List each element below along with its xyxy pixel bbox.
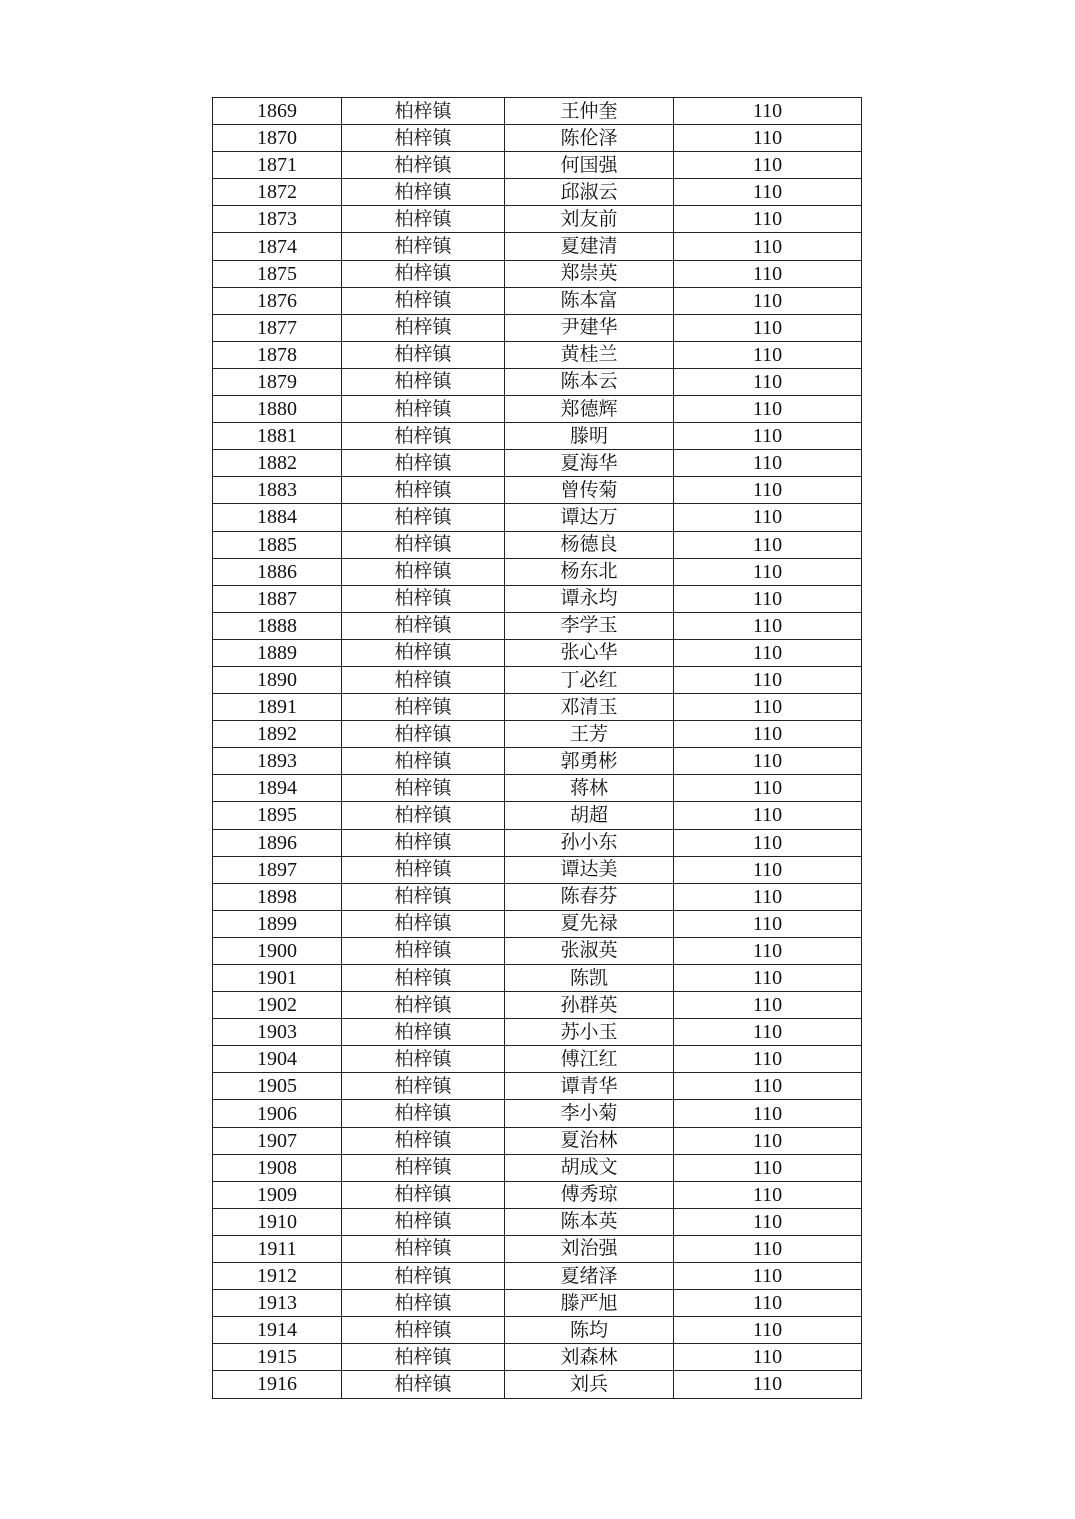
town-cell: 柏梓镇 [342,721,505,748]
table-row [213,748,862,775]
town-cell: 柏梓镇 [342,856,505,883]
person-name-cell: 郑德辉 [505,396,674,423]
table-row [213,1317,862,1344]
table-row [213,775,862,802]
table-row [213,98,862,125]
person-name-cell: 谭永均 [505,585,674,612]
amount-cell: 110 [674,1317,862,1344]
town-cell: 柏梓镇 [342,477,505,504]
town-cell: 柏梓镇 [342,125,505,152]
town-cell: 柏梓镇 [342,179,505,206]
serial-number-cell: 1913 [213,1290,342,1317]
town-cell: 柏梓镇 [342,341,505,368]
serial-number-cell: 1874 [213,233,342,260]
table-row [213,1371,862,1398]
amount-cell: 110 [674,1235,862,1262]
serial-number-cell: 1876 [213,287,342,314]
serial-number-cell: 1890 [213,666,342,693]
amount-cell: 110 [674,98,862,125]
amount-cell: 110 [674,694,862,721]
town-cell: 柏梓镇 [342,965,505,992]
serial-number-cell: 1899 [213,910,342,937]
table-row [213,423,862,450]
serial-number-cell: 1916 [213,1371,342,1398]
amount-cell: 110 [674,396,862,423]
table-row [213,1263,862,1290]
serial-number-cell: 1891 [213,694,342,721]
serial-number-cell: 1895 [213,802,342,829]
table-row [213,1344,862,1371]
person-name-cell: 陈凯 [505,965,674,992]
person-name-cell: 李小菊 [505,1100,674,1127]
town-cell: 柏梓镇 [342,423,505,450]
person-name-cell: 夏海华 [505,450,674,477]
amount-cell: 110 [674,965,862,992]
amount-cell: 110 [674,829,862,856]
town-cell: 柏梓镇 [342,666,505,693]
amount-cell: 110 [674,910,862,937]
table-row [213,829,862,856]
amount-cell: 110 [674,152,862,179]
person-name-cell: 胡成文 [505,1154,674,1181]
table-row [213,341,862,368]
person-name-cell: 傅秀琼 [505,1181,674,1208]
town-cell: 柏梓镇 [342,639,505,666]
town-cell: 柏梓镇 [342,1263,505,1290]
table-row [213,206,862,233]
table-row [213,179,862,206]
person-name-cell: 夏治林 [505,1127,674,1154]
serial-number-cell: 1912 [213,1263,342,1290]
town-cell: 柏梓镇 [342,98,505,125]
person-name-cell: 王仲奎 [505,98,674,125]
serial-number-cell: 1915 [213,1344,342,1371]
town-cell: 柏梓镇 [342,260,505,287]
serial-number-cell: 1905 [213,1073,342,1100]
table-body [213,98,862,1399]
amount-cell: 110 [674,450,862,477]
serial-number-cell: 1880 [213,396,342,423]
serial-number-cell: 1898 [213,883,342,910]
person-name-cell: 谭达万 [505,504,674,531]
person-name-cell: 郭勇彬 [505,748,674,775]
serial-number-cell: 1882 [213,450,342,477]
person-name-cell: 李学玉 [505,612,674,639]
table-row [213,396,862,423]
town-cell: 柏梓镇 [342,1344,505,1371]
serial-number-cell: 1902 [213,992,342,1019]
town-cell: 柏梓镇 [342,396,505,423]
amount-cell: 110 [674,883,862,910]
amount-cell: 110 [674,585,862,612]
table-row [213,1127,862,1154]
person-name-cell: 邓清玉 [505,694,674,721]
serial-number-cell: 1894 [213,775,342,802]
town-cell: 柏梓镇 [342,314,505,341]
table-row [213,125,862,152]
serial-number-cell: 1908 [213,1154,342,1181]
town-cell: 柏梓镇 [342,992,505,1019]
town-cell: 柏梓镇 [342,775,505,802]
person-name-cell: 孙小东 [505,829,674,856]
table-row [213,1290,862,1317]
town-cell: 柏梓镇 [342,152,505,179]
table-row [213,1154,862,1181]
person-name-cell: 丁必红 [505,666,674,693]
person-name-cell: 陈均 [505,1317,674,1344]
serial-number-cell: 1896 [213,829,342,856]
amount-cell: 110 [674,1344,862,1371]
table-row [213,152,862,179]
person-name-cell: 刘友前 [505,206,674,233]
town-cell: 柏梓镇 [342,910,505,937]
person-name-cell: 王芳 [505,721,674,748]
town-cell: 柏梓镇 [342,1100,505,1127]
person-name-cell: 谭达美 [505,856,674,883]
table-row [213,558,862,585]
serial-number-cell: 1901 [213,965,342,992]
serial-number-cell: 1910 [213,1208,342,1235]
person-name-cell: 滕明 [505,423,674,450]
amount-cell: 110 [674,937,862,964]
table-row [213,1208,862,1235]
person-name-cell: 杨东北 [505,558,674,585]
serial-number-cell: 1870 [213,125,342,152]
serial-number-cell: 1879 [213,368,342,395]
serial-number-cell: 1888 [213,612,342,639]
amount-cell: 110 [674,206,862,233]
table-row [213,450,862,477]
amount-cell: 110 [674,1127,862,1154]
table-row [213,883,862,910]
serial-number-cell: 1906 [213,1100,342,1127]
table-row [213,504,862,531]
person-name-cell: 孙群英 [505,992,674,1019]
table-row [213,531,862,558]
town-cell: 柏梓镇 [342,1073,505,1100]
amount-cell: 110 [674,423,862,450]
amount-cell: 110 [674,992,862,1019]
town-cell: 柏梓镇 [342,450,505,477]
person-name-cell: 陈本富 [505,287,674,314]
town-cell: 柏梓镇 [342,1127,505,1154]
table-row [213,1181,862,1208]
table-row [213,612,862,639]
serial-number-cell: 1872 [213,179,342,206]
town-cell: 柏梓镇 [342,504,505,531]
table-row [213,721,862,748]
amount-cell: 110 [674,341,862,368]
person-name-cell: 蒋林 [505,775,674,802]
table-row [213,802,862,829]
serial-number-cell: 1907 [213,1127,342,1154]
person-name-cell: 张心华 [505,639,674,666]
town-cell: 柏梓镇 [342,694,505,721]
table-row [213,233,862,260]
amount-cell: 110 [674,477,862,504]
amount-cell: 110 [674,721,862,748]
serial-number-cell: 1900 [213,937,342,964]
serial-number-cell: 1887 [213,585,342,612]
person-name-cell: 谭青华 [505,1073,674,1100]
town-cell: 柏梓镇 [342,612,505,639]
table-row [213,992,862,1019]
amount-cell: 110 [674,179,862,206]
town-cell: 柏梓镇 [342,585,505,612]
serial-number-cell: 1903 [213,1019,342,1046]
amount-cell: 110 [674,314,862,341]
person-name-cell: 夏建清 [505,233,674,260]
amount-cell: 110 [674,260,862,287]
town-cell: 柏梓镇 [342,1181,505,1208]
person-name-cell: 张淑英 [505,937,674,964]
table-row [213,965,862,992]
serial-number-cell: 1878 [213,341,342,368]
table-row [213,1235,862,1262]
table-row [213,1073,862,1100]
town-cell: 柏梓镇 [342,1019,505,1046]
amount-cell: 110 [674,1073,862,1100]
person-name-cell: 黄桂兰 [505,341,674,368]
person-name-cell: 刘治强 [505,1235,674,1262]
serial-number-cell: 1889 [213,639,342,666]
table-row [213,666,862,693]
town-cell: 柏梓镇 [342,287,505,314]
table-row [213,287,862,314]
town-cell: 柏梓镇 [342,233,505,260]
amount-cell: 110 [674,531,862,558]
amount-cell: 110 [674,287,862,314]
person-name-cell: 杨德良 [505,531,674,558]
amount-cell: 110 [674,775,862,802]
serial-number-cell: 1892 [213,721,342,748]
serial-number-cell: 1885 [213,531,342,558]
amount-cell: 110 [674,1263,862,1290]
town-cell: 柏梓镇 [342,883,505,910]
table-row [213,477,862,504]
town-cell: 柏梓镇 [342,1046,505,1073]
amount-cell: 110 [674,1208,862,1235]
serial-number-cell: 1886 [213,558,342,585]
person-name-cell: 夏先禄 [505,910,674,937]
amount-cell: 110 [674,1019,862,1046]
serial-number-cell: 1871 [213,152,342,179]
table-row [213,1046,862,1073]
person-name-cell: 滕严旭 [505,1290,674,1317]
serial-number-cell: 1909 [213,1181,342,1208]
serial-number-cell: 1897 [213,856,342,883]
serial-number-cell: 1904 [213,1046,342,1073]
amount-cell: 110 [674,1154,862,1181]
town-cell: 柏梓镇 [342,1235,505,1262]
person-name-cell: 胡超 [505,802,674,829]
town-cell: 柏梓镇 [342,368,505,395]
town-cell: 柏梓镇 [342,531,505,558]
amount-cell: 110 [674,1181,862,1208]
town-cell: 柏梓镇 [342,1208,505,1235]
person-name-cell: 陈伦泽 [505,125,674,152]
person-name-cell: 邱淑云 [505,179,674,206]
table-row [213,368,862,395]
serial-number-cell: 1914 [213,1317,342,1344]
amount-cell: 110 [674,802,862,829]
table-row [213,585,862,612]
town-cell: 柏梓镇 [342,802,505,829]
table-row [213,937,862,964]
person-name-cell: 陈春芬 [505,883,674,910]
town-cell: 柏梓镇 [342,1154,505,1181]
town-cell: 柏梓镇 [342,558,505,585]
amount-cell: 110 [674,1290,862,1317]
serial-number-cell: 1883 [213,477,342,504]
table-row [213,260,862,287]
town-cell: 柏梓镇 [342,1371,505,1398]
serial-number-cell: 1875 [213,260,342,287]
person-name-cell: 苏小玉 [505,1019,674,1046]
person-name-cell: 陈本英 [505,1208,674,1235]
table-row [213,1019,862,1046]
person-name-cell: 夏绪泽 [505,1263,674,1290]
town-cell: 柏梓镇 [342,1290,505,1317]
town-cell: 柏梓镇 [342,937,505,964]
person-name-cell: 何国强 [505,152,674,179]
town-cell: 柏梓镇 [342,1317,505,1344]
person-name-cell: 曾传菊 [505,477,674,504]
amount-cell: 110 [674,233,862,260]
serial-number-cell: 1881 [213,423,342,450]
table-row [213,856,862,883]
table-row [213,314,862,341]
data-table [212,97,862,1399]
amount-cell: 110 [674,666,862,693]
person-name-cell: 刘森林 [505,1344,674,1371]
amount-cell: 110 [674,368,862,395]
person-name-cell: 刘兵 [505,1371,674,1398]
serial-number-cell: 1873 [213,206,342,233]
amount-cell: 110 [674,856,862,883]
amount-cell: 110 [674,558,862,585]
serial-number-cell: 1893 [213,748,342,775]
serial-number-cell: 1911 [213,1235,342,1262]
person-name-cell: 陈本云 [505,368,674,395]
table-row [213,694,862,721]
amount-cell: 110 [674,1100,862,1127]
table-row [213,639,862,666]
amount-cell: 110 [674,748,862,775]
person-name-cell: 尹建华 [505,314,674,341]
person-name-cell: 傅江红 [505,1046,674,1073]
amount-cell: 110 [674,639,862,666]
amount-cell: 110 [674,1046,862,1073]
serial-number-cell: 1877 [213,314,342,341]
table-row [213,910,862,937]
amount-cell: 110 [674,1371,862,1398]
person-name-cell: 郑崇英 [505,260,674,287]
serial-number-cell: 1869 [213,98,342,125]
town-cell: 柏梓镇 [342,748,505,775]
amount-cell: 110 [674,125,862,152]
amount-cell: 110 [674,504,862,531]
town-cell: 柏梓镇 [342,206,505,233]
serial-number-cell: 1884 [213,504,342,531]
table-row [213,1100,862,1127]
town-cell: 柏梓镇 [342,829,505,856]
amount-cell: 110 [674,612,862,639]
